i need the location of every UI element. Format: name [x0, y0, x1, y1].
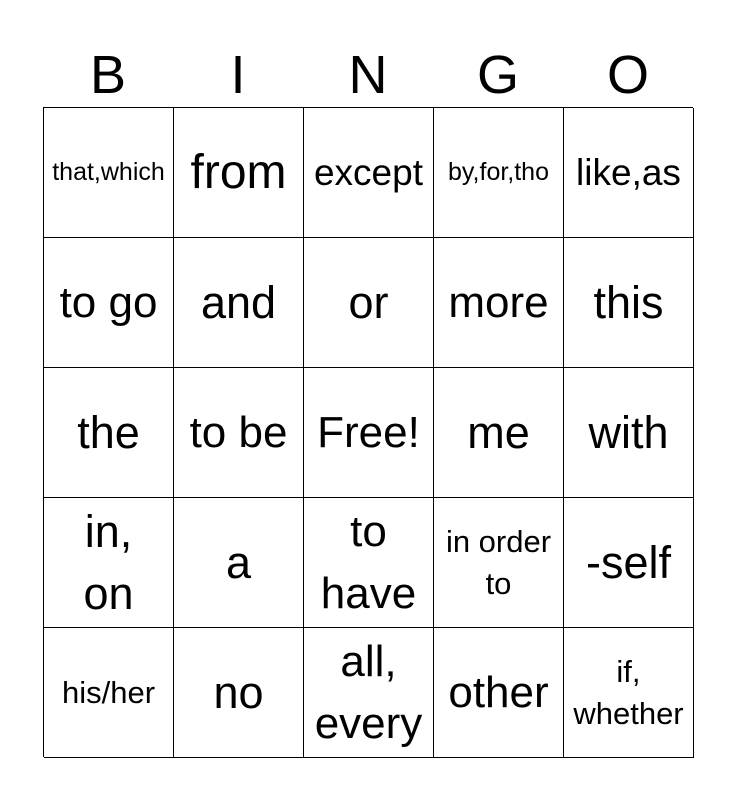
bingo-cell[interactable]: no [174, 628, 304, 758]
bingo-cell[interactable]: this [564, 238, 694, 368]
bingo-cell[interactable]: that,which [44, 108, 174, 238]
header-letter-i: I [230, 45, 246, 105]
bingo-cell[interactable]: -self [564, 498, 694, 628]
bingo-cell[interactable]: except [304, 108, 434, 238]
bingo-cell[interactable]: other [434, 628, 564, 758]
header-letter-b: B [89, 45, 127, 105]
header-letter-o: O [606, 45, 649, 105]
bingo-cell[interactable]: to be [174, 368, 304, 498]
bingo-cell[interactable]: with [564, 368, 694, 498]
bingo-cell[interactable]: in order to [434, 498, 564, 628]
bingo-cell[interactable]: in, on [44, 498, 174, 628]
bingo-cell[interactable]: like,as [564, 108, 694, 238]
bingo-cell[interactable]: to go [44, 238, 174, 368]
header-letter-g: G [476, 45, 519, 105]
bingo-cell[interactable]: by,for,tho [434, 108, 564, 238]
bingo-free-space[interactable]: Free! [304, 368, 434, 498]
bingo-cell[interactable]: his/her [44, 628, 174, 758]
bingo-cell[interactable]: to have [304, 498, 434, 628]
header-letter-n: N [348, 45, 388, 105]
bingo-cell[interactable]: all, every [304, 628, 434, 758]
bingo-cell[interactable]: the [44, 368, 174, 498]
bingo-cell[interactable]: and [174, 238, 304, 368]
bingo-header [43, 44, 693, 106]
bingo-cell[interactable]: more [434, 238, 564, 368]
bingo-cell[interactable]: a [174, 498, 304, 628]
bingo-cell[interactable]: from [174, 108, 304, 238]
bingo-cell[interactable]: if, whether [564, 628, 694, 758]
bingo-board [43, 107, 693, 757]
bingo-cell[interactable]: me [434, 368, 564, 498]
bingo-cell[interactable]: or [304, 238, 434, 368]
